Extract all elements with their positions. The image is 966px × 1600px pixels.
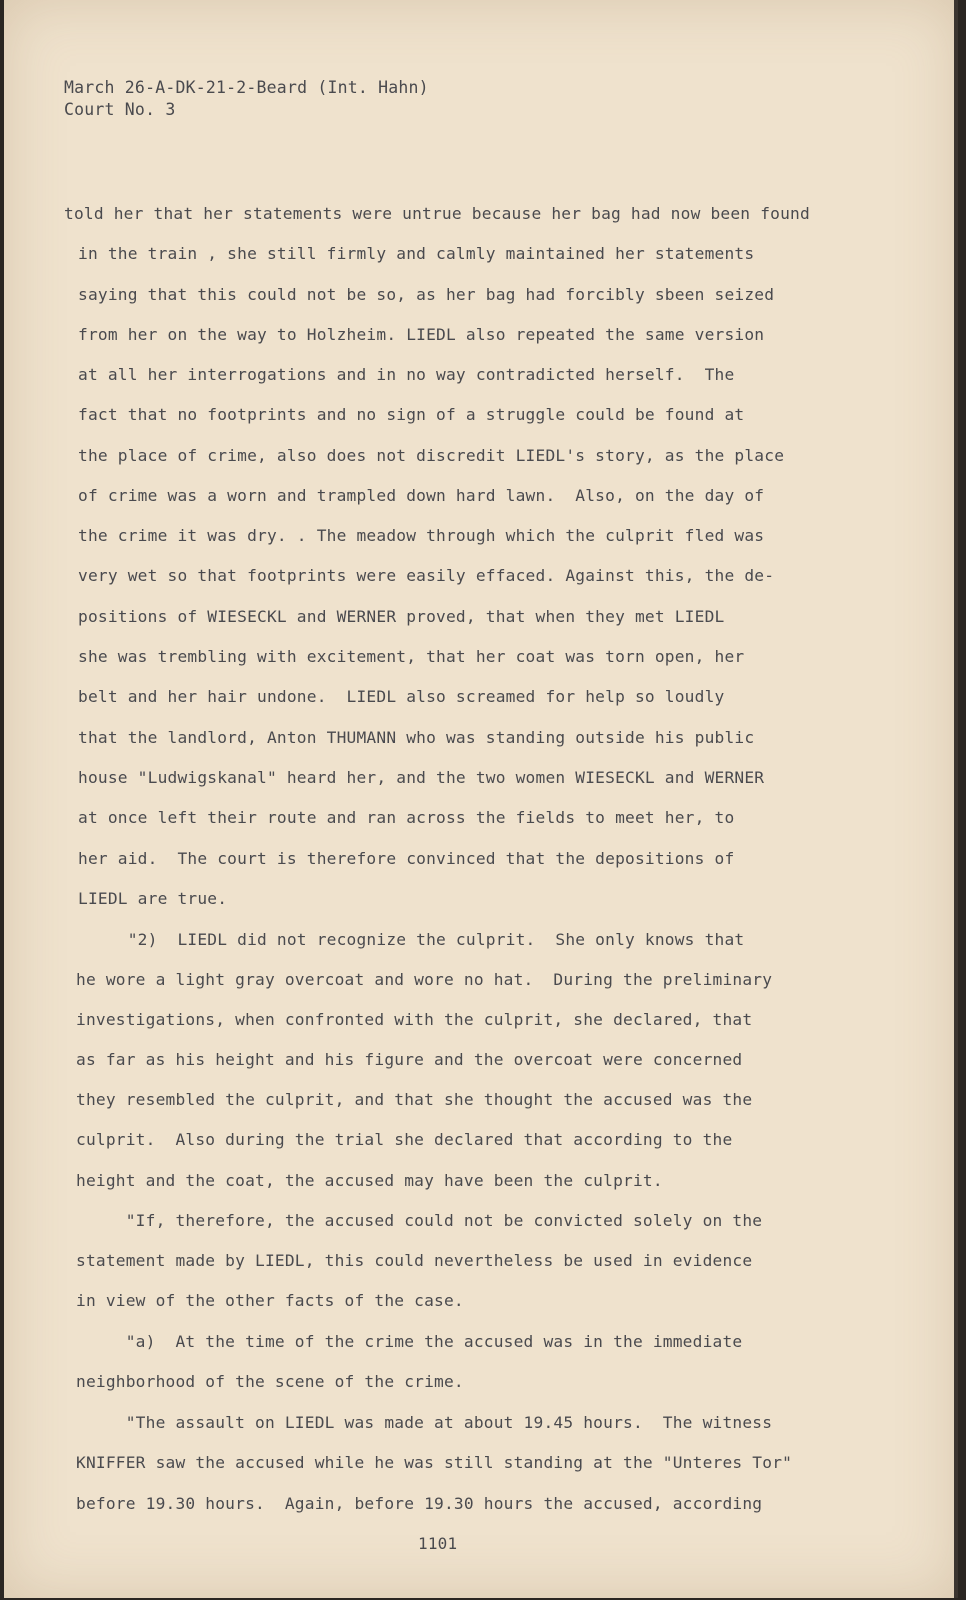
- body-line: statement made by LIEDL, this could nevertheless be used in evidence: [76, 1251, 753, 1270]
- body-line: as far as his height and his figure and the overcoat were concerned: [76, 1050, 743, 1069]
- body-line: fact that no footprints and no sign of a struggle could be found at: [78, 405, 745, 424]
- body-line: before 19.30 hours. Again, before 19.30 hours the accused, according: [76, 1494, 763, 1513]
- body-line: at all her interrogations and in no way contradicted herself. The: [78, 365, 735, 384]
- body-line: saying that this could not be so, as her bag had forcibly sbeen seized: [78, 285, 775, 304]
- body-line: of crime was a worn and trampled down hard lawn. Also, on the day of: [78, 486, 765, 505]
- body-line: "a) At the time of the crime the accused was in the immediate: [76, 1332, 743, 1351]
- body-line: culprit. Also during the trial she declared that according to the: [76, 1130, 733, 1149]
- document-page: [4, 0, 958, 1598]
- body-line: "If, therefore, the accused could not be convicted solely on the: [76, 1211, 763, 1230]
- body-line: at once left their route and ran across the fields to meet her, to: [78, 808, 735, 827]
- body-line: he wore a light gray overcoat and wore no hat. During the preliminary: [76, 970, 773, 989]
- body-line: KNIFFER saw the accused while he was still standing at the "Unteres Tor": [76, 1453, 793, 1472]
- body-line: positions of WIESECKL and WERNER proved, that when they met LIEDL: [78, 607, 725, 626]
- body-line: house "Ludwigskanal" heard her, and the two women WIESECKL and WERNER: [78, 768, 765, 787]
- body-line: told her that her statements were untrue because her bag had now been found: [64, 204, 810, 223]
- body-line: in view of the other facts of the case.: [76, 1291, 464, 1310]
- body-line: belt and her hair undone. LIEDL also screamed for help so loudly: [78, 687, 725, 706]
- body-line: investigations, when confronted with the culprit, she declared, that: [76, 1010, 753, 1029]
- body-line: neighborhood of the scene of the crime.: [76, 1372, 464, 1391]
- body-line: her aid. The court is therefore convinced that the depositions of: [78, 849, 735, 868]
- body-line: in the train , she still firmly and calmly maintained her statements: [78, 244, 755, 263]
- body-line: that the landlord, Anton THUMANN who was standing outside his public: [78, 728, 755, 747]
- body-line: LIEDL are true.: [78, 889, 228, 908]
- body-line: she was trembling with excitement, that her coat was torn open, her: [78, 647, 745, 666]
- body-line: very wet so that footprints were easily effaced. Against this, the de-: [78, 566, 775, 585]
- body-line: height and the coat, the accused may have been the culprit.: [76, 1171, 663, 1190]
- body-line: "2) LIEDL did not recognize the culprit. She only knows that: [78, 930, 745, 949]
- body-line: from her on the way to Holzheim. LIEDL also repeated the same version: [78, 325, 765, 344]
- page-number: 1101: [418, 1534, 458, 1553]
- header-line-2: Court No. 3: [64, 100, 176, 119]
- body-line: they resembled the culprit, and that she thought the accused was the: [76, 1090, 753, 1109]
- body-line: the crime it was dry. . The meadow through which the culprit fled was: [78, 526, 765, 545]
- body-line: the place of crime, also does not discredit LIEDL's story, as the place: [78, 446, 785, 465]
- body-line: "The assault on LIEDL was made at about 19.45 hours. The witness: [76, 1413, 773, 1432]
- header-line-1: March 26-A-DK-21-2-Beard (Int. Hahn): [64, 78, 429, 97]
